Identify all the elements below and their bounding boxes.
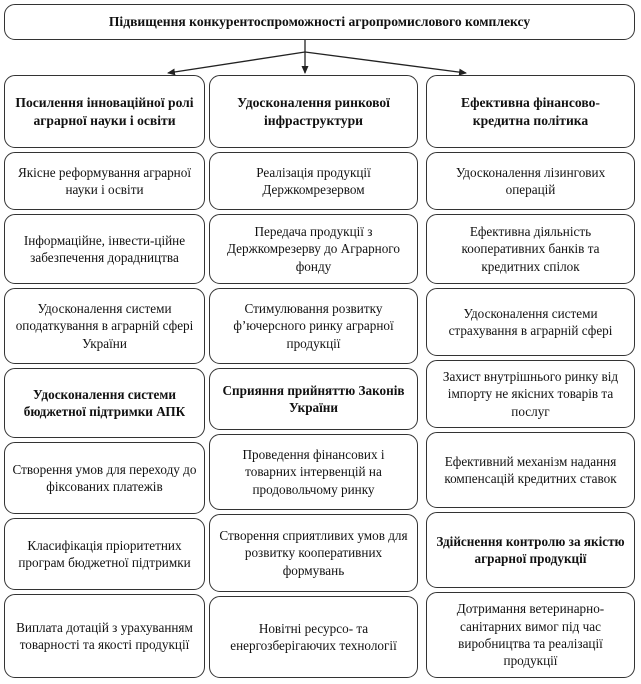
column-3-item-text: Ефективна діяльність кооперативних банків та кредитних спілок	[461, 223, 600, 274]
column-3-item-text: Удосконалення лізингових операцій	[455, 164, 606, 197]
column-2-item	[209, 214, 418, 284]
column-1-item-text: Створення умов для переходу до фіксованих платежів	[12, 461, 197, 494]
column-3-header-text: Ефективна фінансово-кредитна політика	[461, 94, 600, 128]
column-2-header	[209, 75, 418, 148]
column-2-item	[209, 368, 418, 430]
column-3-item	[426, 288, 635, 356]
column-2-item-text: Проведення фінансових і товарних інтервенцій на продовольчому ринку	[242, 446, 385, 497]
column-3-item	[426, 152, 635, 210]
column-2-item	[209, 514, 418, 592]
column-1-item	[4, 214, 205, 284]
column-2-item-text: Передача продукції з Держкомрезерву до Аграрного фонду	[227, 223, 400, 274]
column-3-item	[426, 592, 635, 678]
column-2-item	[209, 152, 418, 210]
column-3-item-text: Удосконалення системи страхування в аграрній сфері	[448, 305, 613, 338]
column-1-header	[4, 75, 205, 148]
column-3-item	[426, 512, 635, 588]
column-2-item	[209, 596, 418, 678]
title-box	[4, 4, 635, 40]
column-2-item-text: Сприяння прийняттю Законів України	[222, 382, 405, 415]
column-3-item-text: Ефективний механізм надання компенсацій кредитних ставок	[444, 453, 617, 486]
column-2-item-text: Реалізація продукції Держкомрезервом	[256, 164, 371, 197]
column-3-item-text: Дотримання ветеринарно-санітарних вимог під час виробництва та реалізації продукції	[456, 601, 605, 669]
column-2-item	[209, 434, 418, 510]
column-2-item-text: Створення сприятливих умов для розвитку кооперативних формувань	[219, 527, 408, 578]
column-3-item	[426, 360, 635, 428]
column-1-item	[4, 152, 205, 210]
column-2-header-text: Удосконалення ринкової інфраструктури	[237, 94, 390, 128]
column-1-item	[4, 594, 205, 678]
arrow-to-column-3	[305, 52, 466, 73]
column-1-item	[4, 288, 205, 364]
column-3-header	[426, 75, 635, 148]
column-1-item	[4, 442, 205, 514]
column-1-item-text: Виплата дотацій з урахуванням товарності та якості продукції	[16, 619, 193, 652]
column-3-item-text: Здійснення контролю за якістю аграрної продукції	[436, 533, 625, 566]
column-3-item	[426, 432, 635, 508]
column-1-item-text: Класифікація пріоритетних програм бюджетної підтримки	[18, 537, 191, 570]
arrow-to-column-1	[168, 52, 305, 73]
column-2-item-text: Новітні ресурсо- та енергозберігаючих технології	[230, 620, 397, 653]
column-1-item-text: Якісне реформування аграрної науки і освіти	[17, 164, 191, 197]
column-3-item-text: Захист внутрішнього ринку від імпорту не якісних товарів та послуг	[442, 368, 619, 419]
column-1-item	[4, 518, 205, 590]
column-3-item	[426, 214, 635, 284]
column-1-item-text: Удосконалення системи бюджетної підтримки АПК	[23, 386, 186, 419]
column-2-item-text: Стимулювання розвитку ф’ючерсного ринку аграрної продукції	[233, 300, 394, 351]
column-1-header-text: Посилення інноваційної ролі аграрної науки і освіти	[15, 94, 194, 128]
title-text: Підвищення конкурентоспроможності агропромислового комплексу	[108, 14, 531, 30]
column-1-item-text: Удосконалення системи оподаткування в аграрній сфері України	[15, 300, 194, 351]
column-1-item	[4, 368, 205, 438]
column-2-item	[209, 288, 418, 364]
column-1-item-text: Інформаційне, інвести-ційне забезпечення дорадництва	[23, 232, 186, 265]
